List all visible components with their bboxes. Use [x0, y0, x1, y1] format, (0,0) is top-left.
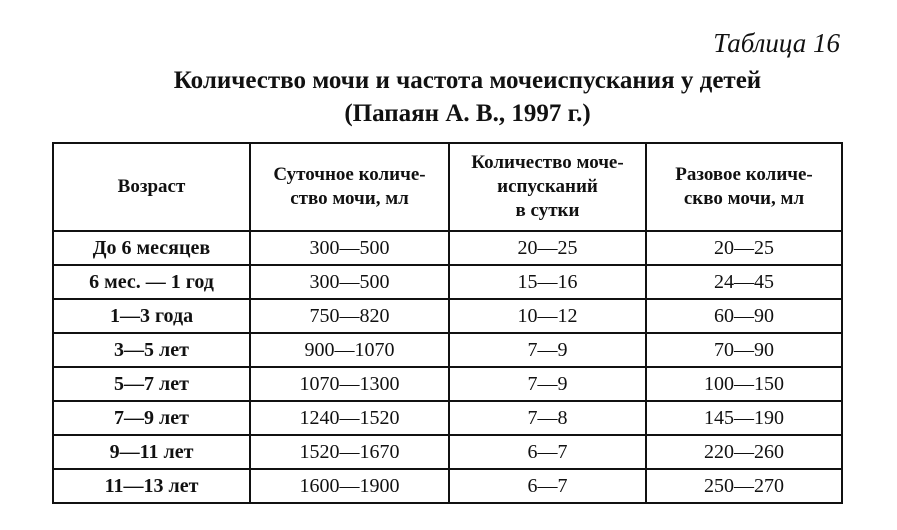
header-line: испусканий	[497, 176, 598, 197]
header-line: Суточное количе-	[273, 164, 426, 185]
cell-daily-volume: 300—500	[250, 231, 449, 265]
cell-age: 1—3 года	[53, 299, 250, 333]
cell-frequency: 20—25	[449, 231, 646, 265]
cell-frequency: 10—12	[449, 299, 646, 333]
cell-age: До 6 месяцев	[53, 231, 250, 265]
cell-frequency: 7—9	[449, 333, 646, 367]
cell-daily-volume: 750—820	[250, 299, 449, 333]
cell-frequency: 7—9	[449, 367, 646, 401]
cell-daily-volume: 1520—1670	[250, 435, 449, 469]
cell-single-volume: 145—190	[646, 401, 842, 435]
cell-frequency: 15—16	[449, 265, 646, 299]
header-age	[53, 143, 250, 231]
table-row	[53, 469, 842, 503]
table-row	[53, 435, 842, 469]
cell-frequency: 6—7	[449, 469, 646, 503]
title-line-2: (Папаян А. В., 1997 г.)	[344, 100, 591, 127]
cell-single-volume: 70—90	[646, 333, 842, 367]
cell-age: 7—9 лет	[53, 401, 250, 435]
cell-daily-volume: 900—1070	[250, 333, 449, 367]
header-single-volume	[646, 143, 842, 231]
header-line: Количество моче-	[471, 152, 624, 173]
cell-single-volume: 100—150	[646, 367, 842, 401]
header-line: в сутки	[515, 200, 580, 221]
cell-age: 6 мес. — 1 год	[53, 265, 250, 299]
header-line: ство мочи, мл	[290, 188, 409, 209]
table-row	[53, 367, 842, 401]
cell-age: 9—11 лет	[53, 435, 250, 469]
table-row	[53, 231, 842, 265]
header-daily-volume	[250, 143, 449, 231]
cell-age: 11—13 лет	[53, 469, 250, 503]
table-row	[53, 265, 842, 299]
document-title	[0, 64, 897, 130]
cell-single-volume: 220—260	[646, 435, 842, 469]
cell-single-volume: 20—25	[646, 231, 842, 265]
cell-daily-volume: 1240—1520	[250, 401, 449, 435]
title-line-1: Количество мочи и частота мочеиспускания у детей	[173, 67, 762, 94]
table-row	[53, 299, 842, 333]
cell-age: 3—5 лет	[53, 333, 250, 367]
cell-single-volume: 60—90	[646, 299, 842, 333]
header-frequency	[449, 143, 646, 231]
cell-daily-volume: 1070—1300	[250, 367, 449, 401]
table-body	[53, 231, 842, 503]
header-line: скво мочи, мл	[683, 188, 805, 209]
table-row	[53, 401, 842, 435]
cell-single-volume: 24—45	[646, 265, 842, 299]
cell-age: 5—7 лет	[53, 367, 250, 401]
cell-frequency: 6—7	[449, 435, 646, 469]
cell-daily-volume: 300—500	[250, 265, 449, 299]
header-line: Возраст	[117, 176, 186, 197]
table-row	[53, 333, 842, 367]
cell-daily-volume: 1600—1900	[250, 469, 449, 503]
table-caption: Таблица 16	[713, 28, 840, 58]
cell-single-volume: 250—270	[646, 469, 842, 503]
table-header-row	[53, 143, 842, 231]
cell-frequency: 7—8	[449, 401, 646, 435]
urine-volume-table	[52, 142, 843, 504]
header-line: Разовое количе-	[675, 164, 813, 185]
